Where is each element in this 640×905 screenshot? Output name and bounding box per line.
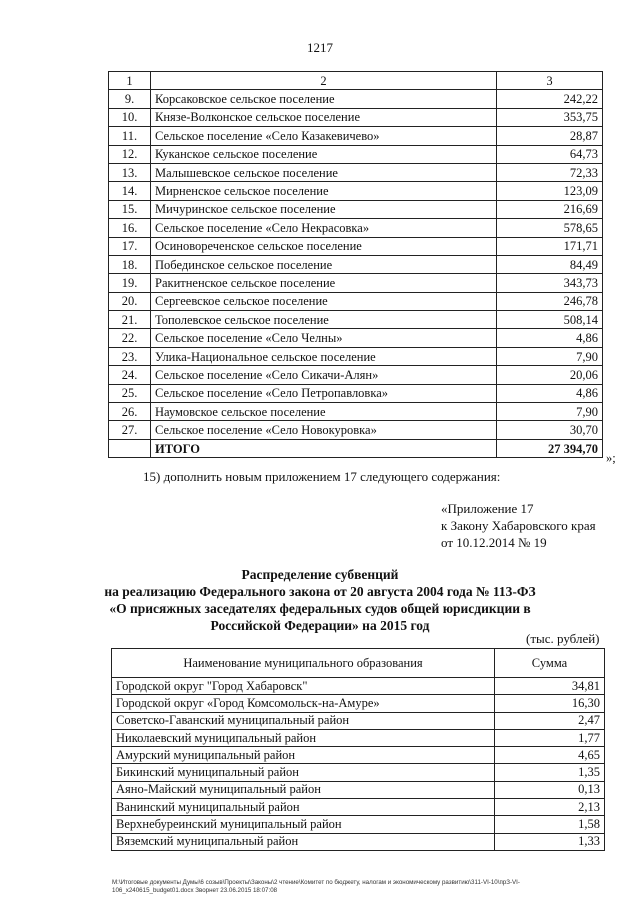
header-name: Наименование муниципального образования	[112, 649, 495, 678]
units-label: (тыс. рублей)	[526, 631, 600, 646]
sum-value: 2,47	[495, 712, 605, 729]
table-row	[109, 182, 603, 200]
amount-value: 84,49	[497, 255, 603, 273]
heading-line-4: Российской Федерации» на 2015 год	[210, 618, 430, 633]
table-row	[112, 729, 605, 746]
table-row	[109, 311, 603, 329]
sum-value: 16,30	[495, 695, 605, 712]
sum-value: 1,35	[495, 764, 605, 781]
row-number: 27.	[109, 421, 151, 439]
table-row	[109, 366, 603, 384]
file-path-footer	[112, 879, 612, 895]
municipality-name: Бикинский муниципальный район	[112, 764, 495, 781]
row-number: 9.	[109, 90, 151, 108]
amendment-item-15: 15) дополнить новым приложением 17 следующего содержания:	[143, 469, 501, 484]
row-number: 10.	[109, 108, 151, 126]
table-row	[109, 255, 603, 273]
row-number: 23.	[109, 347, 151, 365]
amount-value: 7,90	[497, 347, 603, 365]
sum-value: 0,13	[495, 781, 605, 798]
municipality-name: Городской округ "Город Хабаровск"	[112, 678, 495, 695]
row-number: 15.	[109, 200, 151, 218]
row-number: 20.	[109, 292, 151, 310]
amount-value: 353,75	[497, 108, 603, 126]
table-row	[112, 678, 605, 695]
row-number: 24.	[109, 366, 151, 384]
table-row	[109, 237, 603, 255]
table-row	[112, 799, 605, 816]
table-row	[109, 384, 603, 402]
amount-value: 64,73	[497, 145, 603, 163]
settlement-name: Наумовское сельское поселение	[151, 403, 497, 421]
table-row	[109, 347, 603, 365]
page-number: 1217	[307, 40, 333, 55]
footer-line-1: M:\Итоговые документы Думы\6 созыв\Проекты\Законы\2 чтение\Комитет по бюджету, налогам и экономическому развитию\311-VI-10\прЗ-VI-	[112, 879, 520, 886]
settlement-name: Побединское сельское поселение	[151, 255, 497, 273]
amount-value: 578,65	[497, 219, 603, 237]
table-header-row	[109, 72, 603, 90]
settlement-name: Сельское поселение «Село Казакевичево»	[151, 127, 497, 145]
table-row	[109, 219, 603, 237]
heading-line-3: «О присяжных заседателях федеральных судов общей юрисдикции в	[109, 601, 531, 616]
settlement-name: Тополевское сельское поселение	[151, 311, 497, 329]
amount-value: 7,90	[497, 403, 603, 421]
close-quote: »;	[606, 451, 616, 465]
municipality-name: Городской округ «Город Комсомольск-на-Амуре»	[112, 695, 495, 712]
amount-value: 4,86	[497, 384, 603, 402]
table-row	[112, 712, 605, 729]
sum-value: 1,33	[495, 833, 605, 850]
amount-value: 20,06	[497, 366, 603, 384]
municipality-name: Ванинский муниципальный район	[112, 799, 495, 816]
settlement-name: Сельское поселение «Село Новокуровка»	[151, 421, 497, 439]
amount-value: 30,70	[497, 421, 603, 439]
subventions-table	[111, 648, 605, 851]
header-col-2: 2	[151, 72, 497, 90]
total-row	[109, 439, 603, 457]
settlement-name: Сельское поселение «Село Челны»	[151, 329, 497, 347]
municipality-name: Верхнебуреинский муниципальный район	[112, 816, 495, 833]
settlement-name: Куканское сельское поселение	[151, 145, 497, 163]
header-col-1: 1	[109, 72, 151, 90]
table-row	[112, 764, 605, 781]
municipality-name: Вяземский муниципальный район	[112, 833, 495, 850]
amount-value: 246,78	[497, 292, 603, 310]
table-row	[109, 292, 603, 310]
amount-value: 242,22	[497, 90, 603, 108]
heading-line-2: на реализацию Федерального закона от 20 августа 2004 года № 113-ФЗ	[104, 584, 536, 599]
appendix-line-3: от 10.12.2014 № 19	[441, 535, 547, 550]
table-row	[109, 200, 603, 218]
settlement-name: Осиновореченское сельское поселение	[151, 237, 497, 255]
row-number: 18.	[109, 255, 151, 273]
table-row	[109, 274, 603, 292]
header-col-3: 3	[497, 72, 603, 90]
settlement-name: Мичуринское сельское поселение	[151, 200, 497, 218]
settlement-name: Сельское поселение «Село Петропавловка»	[151, 384, 497, 402]
table-row	[109, 403, 603, 421]
table-row	[109, 90, 603, 108]
settlements-table	[108, 71, 603, 458]
table-row	[109, 329, 603, 347]
appendix-line-2: к Закону Хабаровского края	[441, 518, 596, 533]
row-number: 22.	[109, 329, 151, 347]
table-row	[109, 127, 603, 145]
amount-value: 72,33	[497, 163, 603, 181]
sum-value: 34,81	[495, 678, 605, 695]
document-heading	[100, 566, 540, 634]
row-number: 11.	[109, 127, 151, 145]
heading-line-1: Распределение субвенций	[241, 567, 399, 582]
row-number: 13.	[109, 163, 151, 181]
table-row	[112, 833, 605, 850]
amount-value: 171,71	[497, 237, 603, 255]
table-row	[112, 747, 605, 764]
municipality-name: Аяно-Майский муниципальный район	[112, 781, 495, 798]
sum-value: 1,77	[495, 729, 605, 746]
settlement-name: Сельское поселение «Село Сикачи-Алян»	[151, 366, 497, 384]
settlement-name: Корсаковское сельское поселение	[151, 90, 497, 108]
settlement-name: Улика-Национальное сельское поселение	[151, 347, 497, 365]
settlement-name: Сельское поселение «Село Некрасовка»	[151, 219, 497, 237]
amount-value: 343,73	[497, 274, 603, 292]
row-number: 25.	[109, 384, 151, 402]
total-empty-cell	[109, 439, 151, 457]
table-row	[109, 108, 603, 126]
total-value: 27 394,70	[497, 439, 603, 457]
row-number: 14.	[109, 182, 151, 200]
sum-value: 4,65	[495, 747, 605, 764]
header-sum: Сумма	[495, 649, 605, 678]
table-row	[112, 816, 605, 833]
settlement-name: Малышевское сельское поселение	[151, 163, 497, 181]
footer-line-2: 106_x240615_budget01.docx Зворнет 23.06.2015 18:07:08	[112, 887, 278, 894]
row-number: 12.	[109, 145, 151, 163]
row-number: 17.	[109, 237, 151, 255]
settlement-name: Князе-Волконское сельское поселение	[151, 108, 497, 126]
amount-value: 4,86	[497, 329, 603, 347]
row-number: 16.	[109, 219, 151, 237]
settlement-name: Ракитненское сельское поселение	[151, 274, 497, 292]
table-row	[112, 695, 605, 712]
table-row	[109, 163, 603, 181]
appendix-line-1: «Приложение 17	[441, 501, 534, 516]
row-number: 26.	[109, 403, 151, 421]
amount-value: 216,69	[497, 200, 603, 218]
municipality-name: Амурский муниципальный район	[112, 747, 495, 764]
sum-value: 1,58	[495, 816, 605, 833]
municipality-name: Николаевский муниципальный район	[112, 729, 495, 746]
row-number: 21.	[109, 311, 151, 329]
sum-value: 2,13	[495, 799, 605, 816]
appendix-reference	[441, 500, 596, 551]
total-label: ИТОГО	[151, 439, 497, 457]
settlement-name: Мирненское сельское поселение	[151, 182, 497, 200]
municipality-name: Советско-Гаванский муниципальный район	[112, 712, 495, 729]
settlement-name: Сергеевское сельское поселение	[151, 292, 497, 310]
amount-value: 28,87	[497, 127, 603, 145]
table-row	[109, 145, 603, 163]
amount-value: 508,14	[497, 311, 603, 329]
row-number: 19.	[109, 274, 151, 292]
table-header-row	[112, 649, 605, 678]
amount-value: 123,09	[497, 182, 603, 200]
table-row	[112, 781, 605, 798]
table-row	[109, 421, 603, 439]
